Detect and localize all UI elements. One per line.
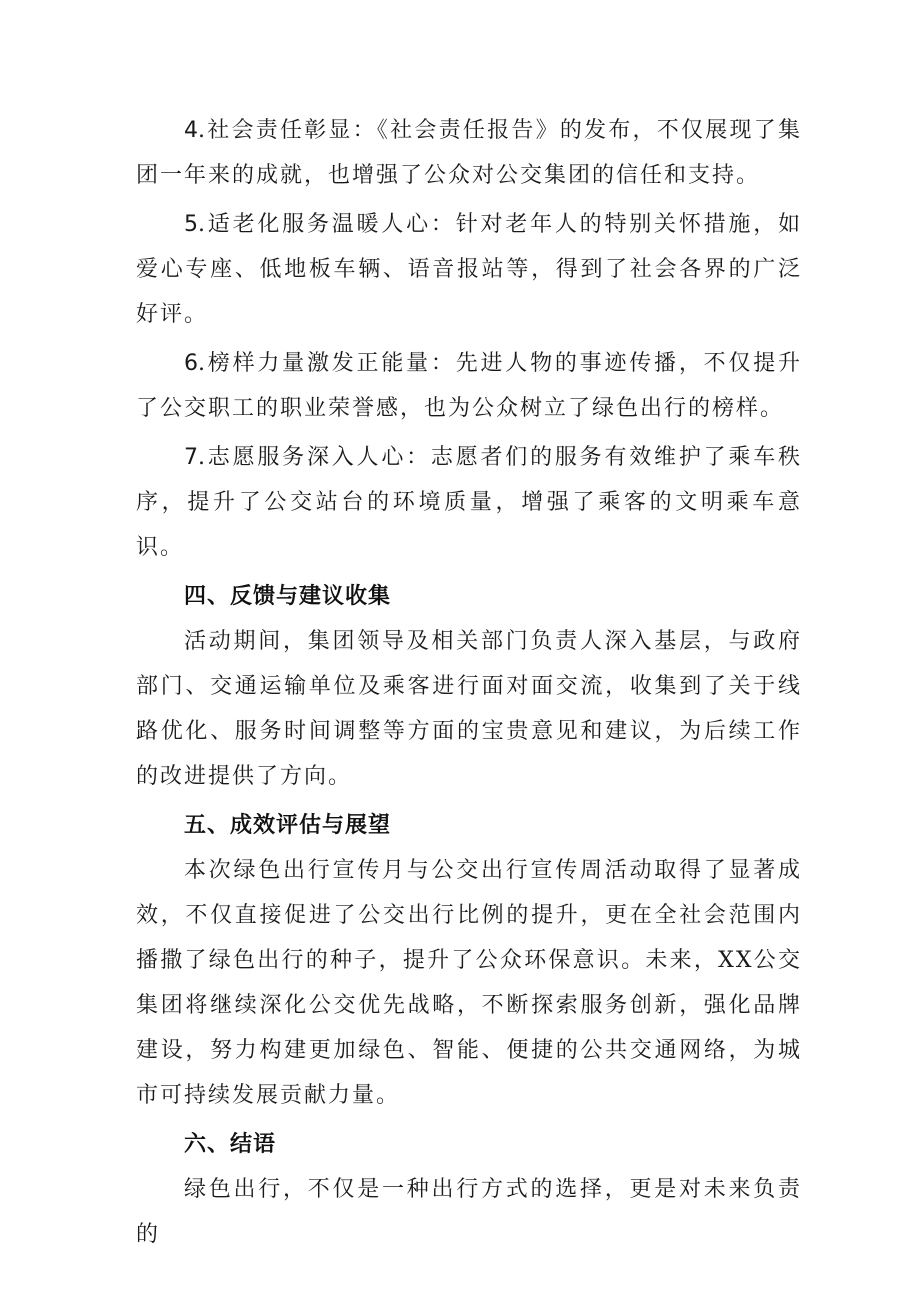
- section-paragraph: 活动期间，集团领导及相关部门负责人深入基层，与政府部门、交通运输单位及乘客进行面对面交流，收集到了关于线路优化、服务时间调整等方面的宝贵意见和建议，为后续工作的改进提供了方向。: [136, 629, 802, 789]
- list-item: [136, 108, 802, 198]
- list-item: [136, 341, 802, 431]
- section-paragraph: 绿色出行，不仅是一种出行方式的选择，更是对未来负责的: [136, 1177, 802, 1247]
- item-number: 7: [184, 445, 198, 470]
- section-heading: 四、反馈与建议收集: [184, 584, 392, 609]
- item-number: 5: [184, 212, 198, 237]
- item-number: 6: [184, 351, 198, 376]
- list-item: [136, 202, 802, 337]
- item-text: .社会责任彰显：《社会责任报告》的发布，不仅展现了集团一年来的成就，也增强了公众对公交集团的信任和支持。: [136, 118, 802, 188]
- item-text: .适老化服务温暖人心：针对老年人的特别关怀措施，如爱心专座、低地板车辆、语音报站等，得到了社会各界的广泛好评。: [136, 212, 802, 327]
- item-text: .榜样力量激发正能量：先进人物的事迹传播，不仅提升了公交职工的职业荣誉感，也为公众树立了绿色出行的榜样。: [136, 351, 802, 421]
- section-heading: 五、成效评估与展望: [184, 813, 392, 838]
- item-text: .志愿服务深入人心：志愿者们的服务有效维护了乘车秩序，提升了公交站台的环境质量，增强了乘客的文明乘车意识。: [136, 445, 802, 560]
- list-item: [136, 435, 802, 570]
- document-body: [136, 108, 802, 1257]
- section-paragraph: 本次绿色出行宣传月与公交出行宣传周活动取得了显著成效，不仅直接促进了公交出行比例的提升，更在全社会范围内播撒了绿色出行的种子，提升了公众环保意识。未来，XX公交集团将继续深化公交优先战略，不断探索服务创新，强化品牌建设，努力构建更加绿色、智能、便捷的公共交通网络，为城市可持续发展贡献力量。: [136, 858, 802, 1108]
- item-number: 4: [184, 118, 198, 143]
- section-heading: 六、结语: [184, 1132, 277, 1157]
